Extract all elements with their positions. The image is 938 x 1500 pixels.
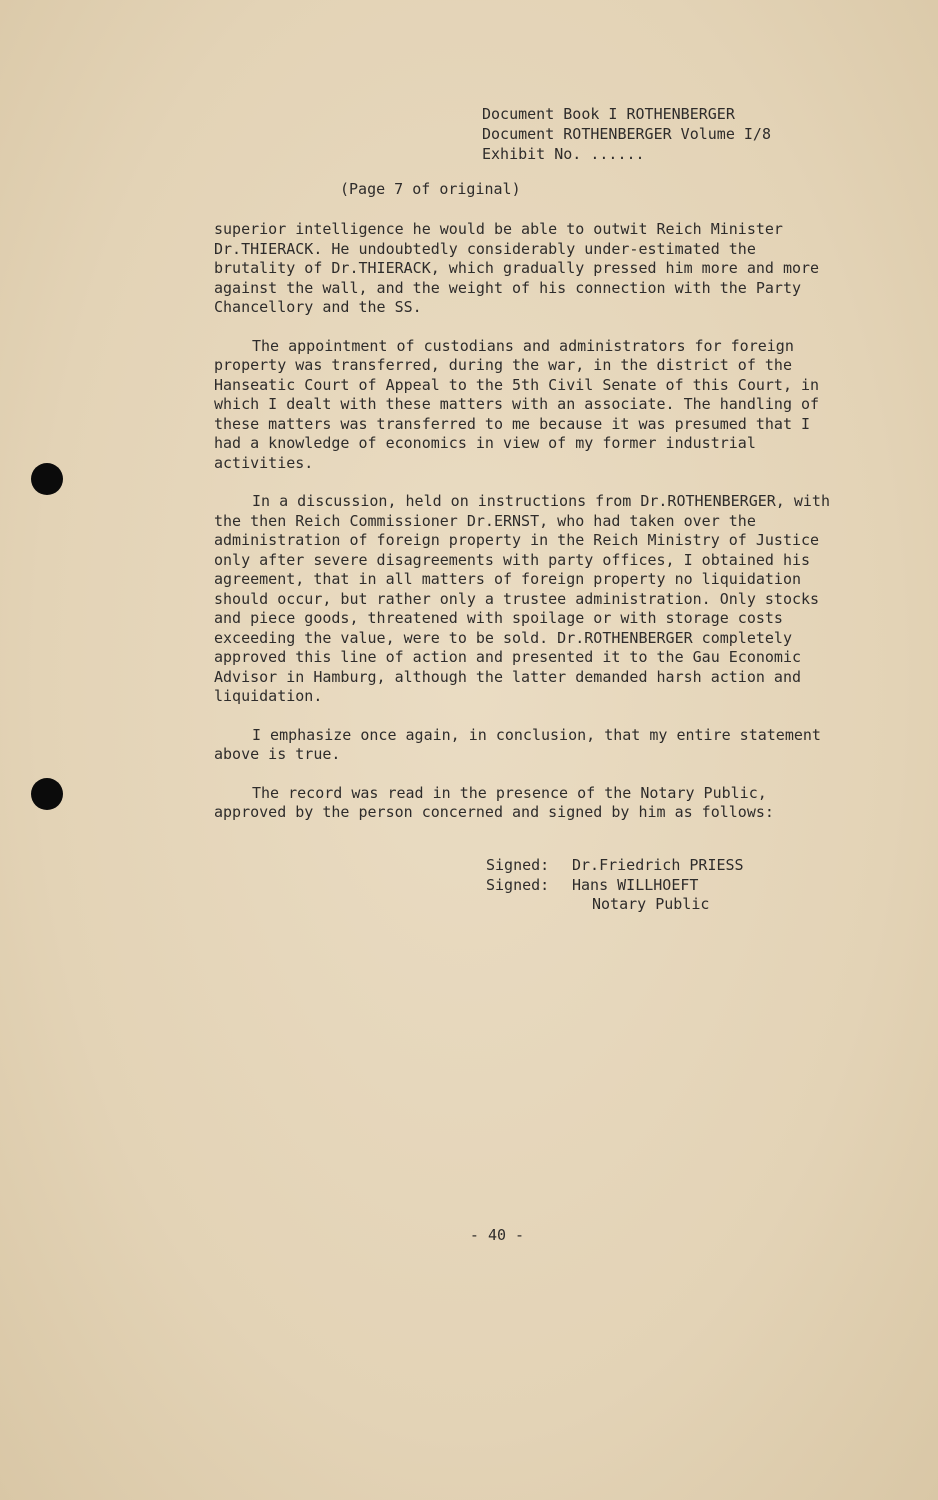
signature-label: Signed: [486,875,550,894]
body-paragraph: The record was read in the presence of the Notary Public, approved by the person concerned and signed by him as follows: [214,783,776,821]
body-paragraph: In a discussion, held on instructions from Dr.ROTHENBERGER, with the then Reich Commissioner Dr.ERNST, who had taken over the administration of foreign property in the Reich Ministry of Justice only after severe disagreements with party offices, I obtained his agreement, that in all matters of foreign property no liquidation should occur, but rather only a trustee administration. Only stocks and piece goods, threatened with spoilage or with storage costs exceeding the value, were to be sold. Dr.ROTHENBERGER completely approved this line of action and presented it to the Gau Economic Advisor in Hamburg, although the latter demanded harsh action and liquidation. [214,492,839,705]
header-document-volume: Document ROTHENBERGER Volume I/8 [482,125,771,143]
punch-hole [31,463,63,495]
document-body [214,220,844,842]
original-page-reference: (Page 7 of original) [340,180,521,198]
page-number: - 40 - [469,1226,525,1244]
signatory-name: Hans WILLHOEFT [572,875,699,894]
body-paragraph: I emphasize once again, in conclusion, that my entire statement above is true. [214,725,830,763]
signatory-name: Dr.Friedrich PRIESS [572,856,744,874]
document-header [482,104,771,164]
signature-row [486,856,744,876]
signature-block [486,856,744,915]
punch-hole [31,778,63,810]
header-document-book: Document Book I ROTHENBERGER [482,105,735,123]
body-paragraph: The appointment of custodians and administrators for foreign property was transferred, during the war, in the district of the Hanseatic Court of Appeal to the 5th Civil Senate of this Court, in which I dealt with these matters with an associate. The handling of these matters was transferred to me because it was presumed that I had a knowledge of economics in view of my former industrial activities. [214,336,829,472]
body-paragraph: superior intelligence he would be able to outwit Reich Minister Dr.THIERACK. He undoubtedly considerably under-estimated the brutality of Dr.THIERACK, which gradually pressed him more and more against the wall, and the weight of his connection with the Party Chancellory and the SS. [214,220,829,316]
signature-label: Signed: [486,856,550,874]
notary-title: Notary Public [592,895,710,913]
header-exhibit-number: Exhibit No. ...... [482,145,645,163]
signature-row [486,876,744,896]
